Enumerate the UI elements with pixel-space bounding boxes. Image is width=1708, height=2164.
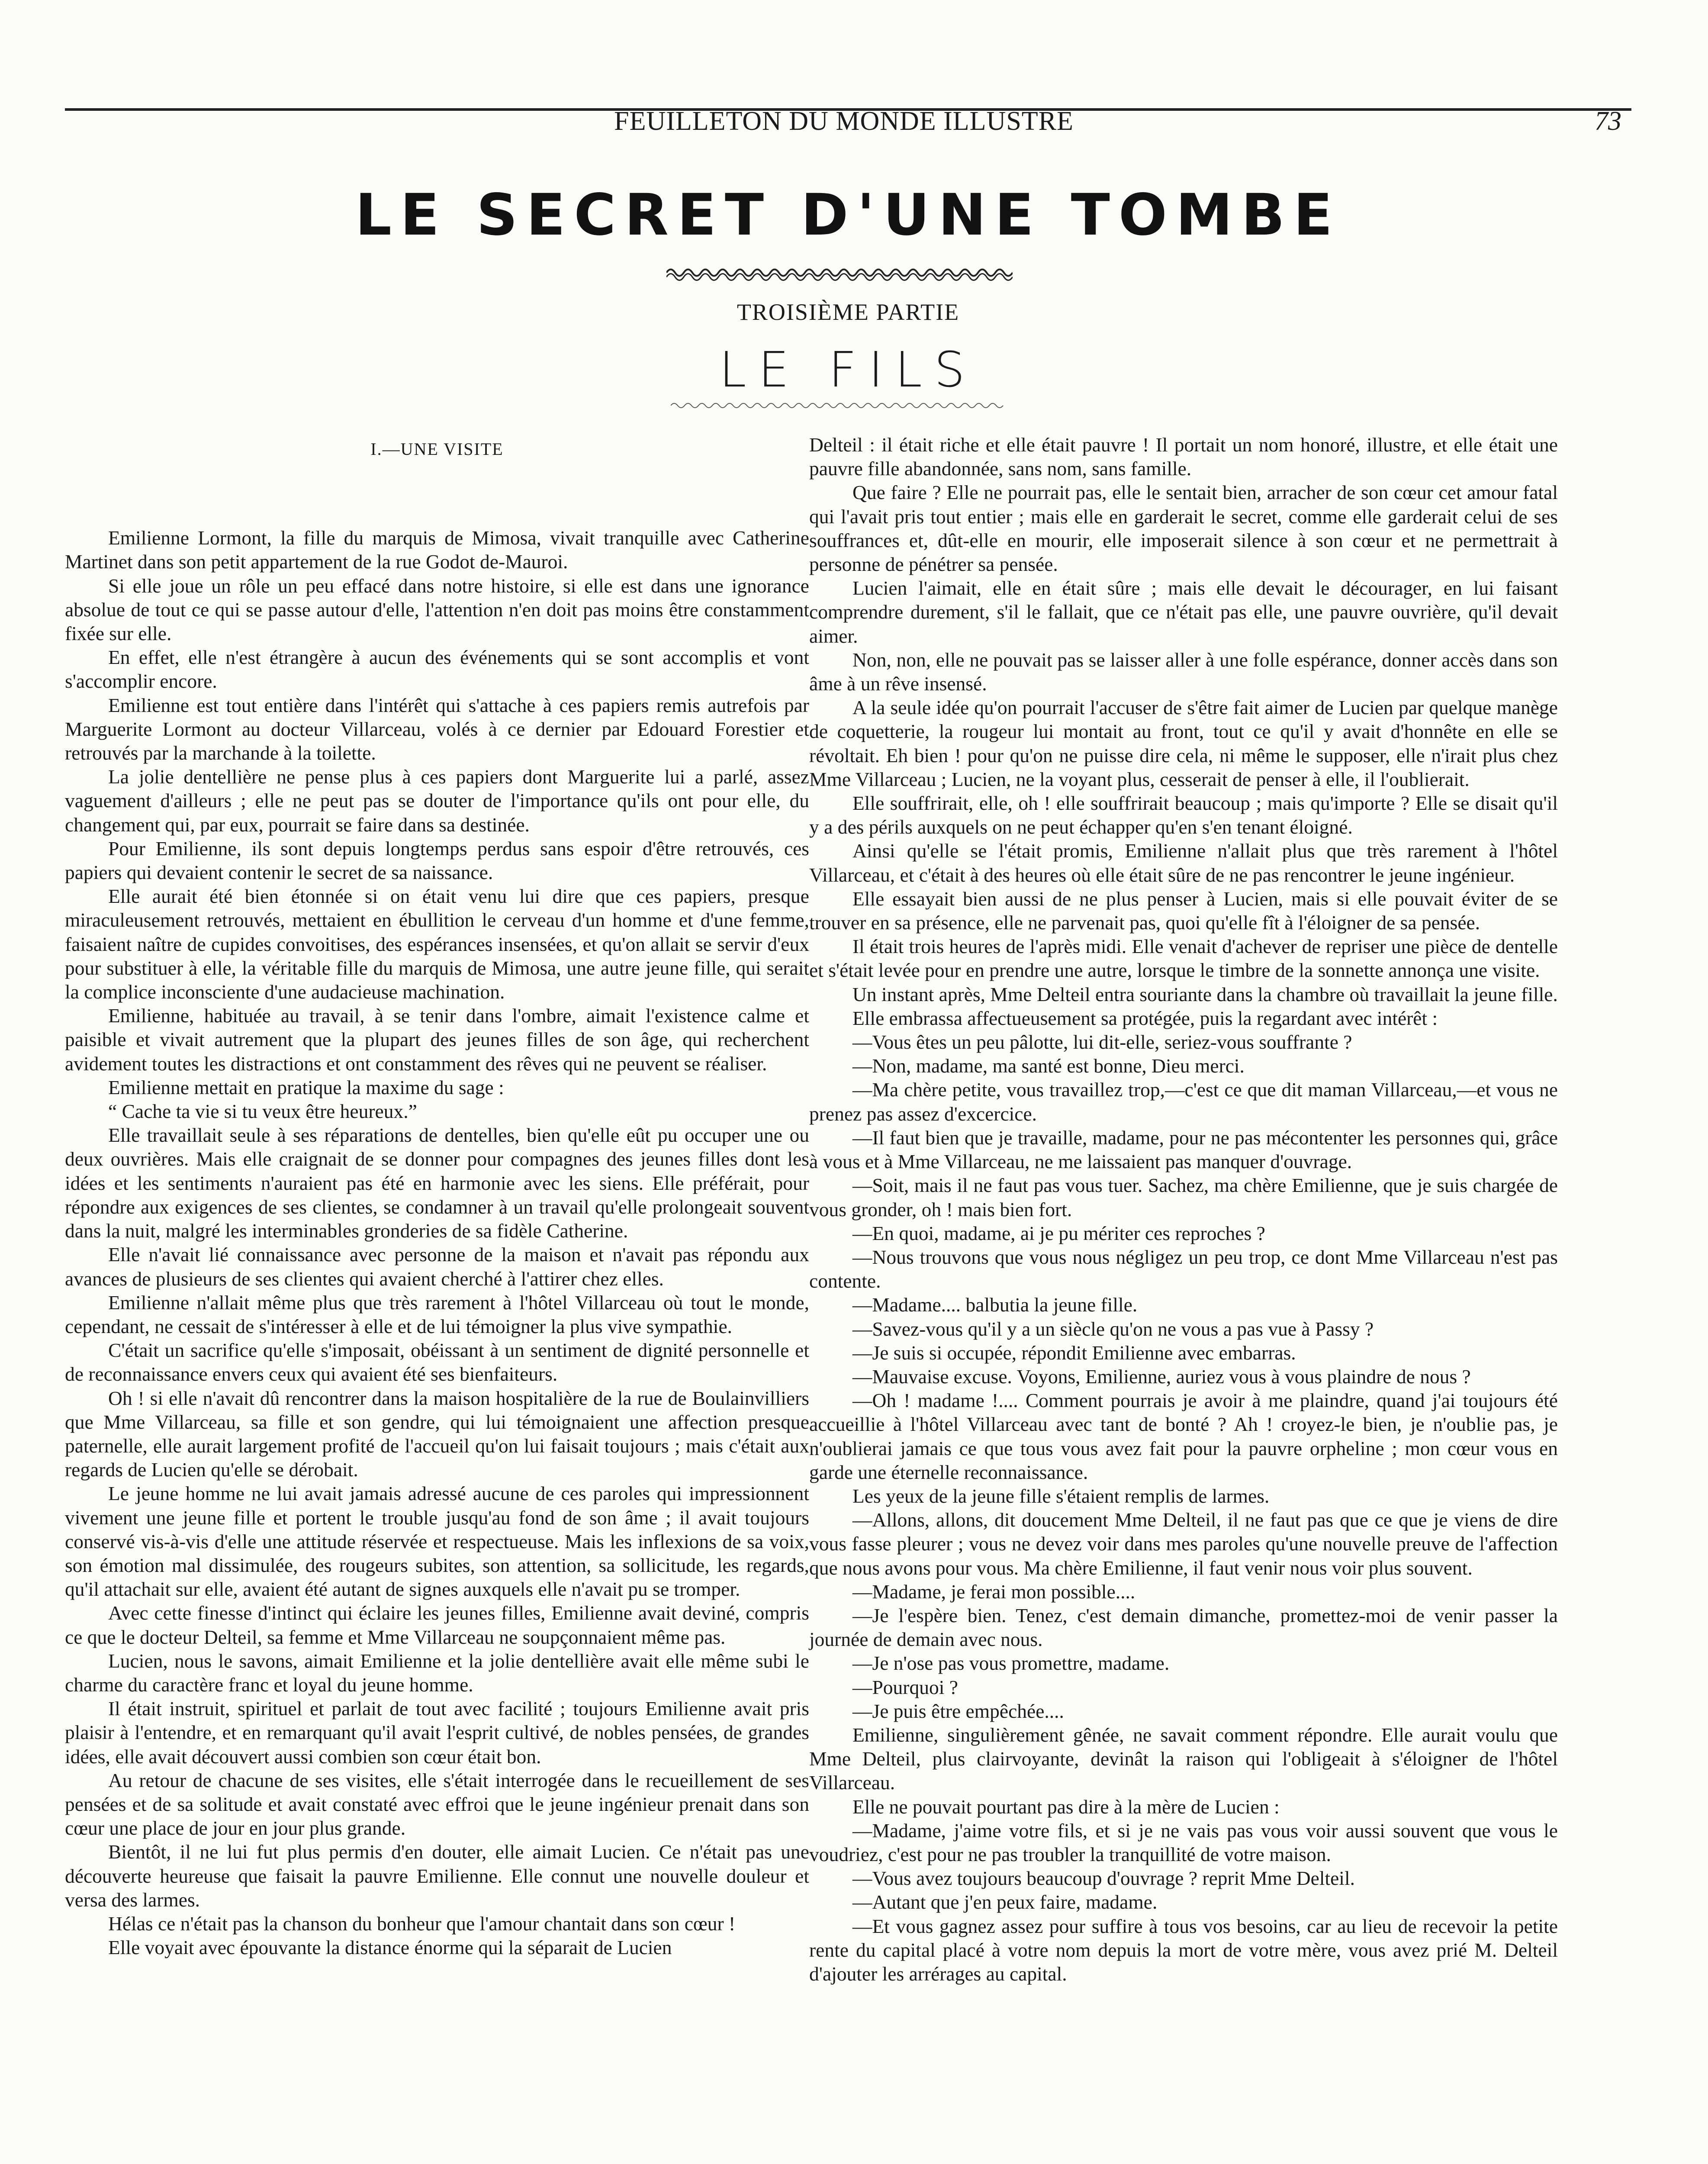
paragraph: Elle n'avait lié connaissance avec personne de la maison et n'avait pas répondu aux avances de plusieurs de ses clientes qui avaient cherché à l'attirer chez elles. (65, 1243, 809, 1290)
chapter-heading: I.—UNE VISITE (370, 439, 504, 459)
paragraph: Bientôt, il ne lui fut plus permis d'en douter, elle aimait Lucien. Ce n'était pas une découverte heureuse que faisait la pauvre Emilienne. Elle connut une nouvelle douleur et versa des larmes. (65, 1841, 809, 1911)
paragraph: Lucien l'aimait, elle en était sûre ; mais elle devait le décourager, en lui faisant comprendre durement, s'il le fallait, que ce n'était pas elle, une pauvre ouvrière, qu'il devait aimer. (809, 577, 1558, 647)
paragraph: —En quoi, madame, ai je pu mériter ces reproches ? (852, 1222, 1265, 1244)
paragraph: Elle embrassa affectueusement sa protégée, puis la regardant avec intérêt : (852, 1007, 1438, 1029)
paragraph: —Savez-vous qu'il y a un siècle qu'on ne vous a pas vue à Passy ? (852, 1317, 1374, 1340)
right-column (809, 433, 1558, 1986)
paragraph: Emilienne mettait en pratique la maxime du sage : (108, 1076, 504, 1098)
paragraph: Ainsi qu'elle se l'était promis, Emilienne n'allait plus que très rarement à l'hôtel Villarceau, et c'était à des heures où elle était sûre de ne pas rencontrer le jeune ingénieur. (809, 840, 1558, 886)
paragraph: C'était un sacrifice qu'elle s'imposait, obéissant à un sentiment de dignité personnelle et de reconnaissance envers ceux qui avaient été ses bienfaiteurs. (65, 1339, 809, 1385)
paragraph: —Je suis si occupée, répondit Emilienne avec embarras. (852, 1341, 1296, 1364)
feuilleton-title: LE SECRET D'UNE TOMBE (355, 182, 1341, 248)
paragraph: Delteil : il était riche et elle était pauvre ! Il portait un nom honoré, illustre, et elle était une pauvre fille abandonnée, sans nom, sans famille. (809, 434, 1558, 480)
paragraph: Oh ! si elle n'avait dû rencontrer dans la maison hospitalière de la rue de Boulainvilliers que Mme Villarceau, sa fille et son gendre, qui lui témoignaient une affection presque paternelle, elle aurait largement profité de l'accueil qu'on lui faisait toujours ; mais c'était aux regards de Lucien qu'elle se dérobait. (65, 1387, 809, 1481)
paragraph: —Je n'ose pas vous promettre, madame. (852, 1652, 1170, 1675)
paragraph: Il était trois heures de l'après midi. Elle venait d'achever de repriser une pièce de dentelle et s'était levée pour en prendre une autre, lorsque le timbre de la sonnette annonça une visite. (809, 935, 1558, 982)
paragraph: —Madame, je ferai mon possible.... (852, 1580, 1135, 1603)
paragraph: Elle voyait avec épouvante la distance énorme qui la séparait de Lucien (108, 1936, 672, 1959)
paragraph: —Vous êtes un peu pâlotte, lui dit-elle, seriez-vous souffrante ? (852, 1031, 1352, 1053)
paragraph: —Mauvaise excuse. Voyons, Emilienne, auriez vous à vous plaindre de nous ? (852, 1365, 1471, 1388)
paragraph: Si elle joue un rôle un peu effacé dans notre histoire, si elle est dans une ignorance absolue de tout ce qui se passe autour d'elle, l'attention n'en doit pas moins être constamment fixée sur elle. (65, 574, 809, 645)
paragraph: —Je puis être empêchée.... (852, 1700, 1064, 1722)
paragraph: —Pourquoi ? (852, 1676, 958, 1698)
paragraph: —Et vous gagnez assez pour suffire à tous vos besoins, car au lieu de recevoir la petite rente du capital placé à votre nom depuis la mort de votre mère, vous avez prié M. Delteil d'ajouter les arrérages au capital. (809, 1915, 1558, 1985)
paragraph: —Madame.... balbutia la jeune fille. (852, 1294, 1138, 1316)
left-column (65, 437, 809, 1959)
wavy-divider (666, 264, 1013, 281)
paragraph: La jolie dentellière ne pense plus à ces papiers dont Marguerite lui a parlé, assez vaguement d'ailleurs ; elle ne peut pas se douter de l'importance qu'ils ont pour elle, du changement qui, par eux, pourrait se faire dans sa destinée. (65, 766, 809, 836)
paragraph: Les yeux de la jeune fille s'étaient remplis de larmes. (852, 1485, 1270, 1507)
paragraph: Hélas ce n'était pas la chanson du bonheur que l'amour chantait dans son cœur ! (108, 1912, 736, 1935)
paragraph: Emilienne, singulièrement gênée, ne savait comment répondre. Elle aurait voulu que Mme Delteil, plus clairvoyante, devinât la raison qui l'obligeait à s'éloigner de l'hôtel Villarceau. (809, 1723, 1558, 1794)
paragraph: Emilienne n'allait même plus que très rarement à l'hôtel Villarceau où tout le monde, cependant, ne cessait de s'intéresser à elle et de lui témoigner la plus vive sympathie. (65, 1291, 809, 1337)
paragraph: Non, non, elle ne pouvait pas se laisser aller à une folle espérance, donner accès dans son âme à un rêve insensé. (809, 648, 1558, 695)
paragraph: Un instant après, Mme Delteil entra souriante dans la chambre où travaillait la jeune fille. (852, 983, 1558, 1005)
page-number: 73 (1595, 106, 1621, 136)
paragraph: —Autant que j'en peux faire, madame. (852, 1891, 1158, 1913)
paragraph: Que faire ? Elle ne pourrait pas, elle le sentait bien, arracher de son cœur cet amour fatal qui l'avait pris tout entier ; mais elle en garderait le secret, comme elle garderait celui de ses souffrances et, dût-elle en mourir, elle imposerait silence à son cœur et ne permettrait à personne de pénétrer sa pensée. (809, 481, 1558, 576)
paragraph: —Je l'espère bien. Tenez, c'est demain dimanche, promettez-moi de venir passer la journée de demain avec nous. (809, 1604, 1558, 1651)
paragraph: —Soit, mais il ne faut pas vous tuer. Sachez, ma chère Emilienne, que je suis chargée de vous gronder, oh ! mais bien fort. (809, 1174, 1558, 1220)
paragraph: Emilienne est tout entière dans l'intérêt qui s'attache à ces papiers remis autrefois par Marguerite Lormont au docteur Villarceau, volés à ce dernier par Edouard Forestier et retrouvés par la marchande à la toilette. (65, 694, 809, 764)
part-title: LE FILS (719, 342, 977, 398)
paragraph: —Il faut bien que je travaille, madame, pour ne pas mécontenter les personnes qui, grâce à vous et à Mme Villarceau, ne me laissaient pas manquer d'ouvrage. (809, 1126, 1558, 1173)
paragraph: Il était instruit, spirituel et parlait de tout avec facilité ; toujours Emilienne avait pris plaisir à l'entendre, et en remarquant qu'il avait l'esprit cultivé, de nobles pensées, de grandes idées, elle avait découvert aussi combien son cœur était bon. (65, 1697, 809, 1768)
paragraph: Au retour de chacune de ses visites, elle s'était interrogée dans le recueillement de ses pensées et de sa solitude et avait constaté avec effroi que le jeune ingénieur prenait dans son cœur une place de jour en jour plus grande. (65, 1769, 809, 1839)
paragraph: Elle ne pouvait pourtant pas dire à la mère de Lucien : (852, 1795, 1280, 1818)
right-paragraphs (809, 433, 1558, 1986)
paragraph: —Vous avez toujours beaucoup d'ouvrage ? reprit Mme Delteil. (852, 1867, 1355, 1890)
running-head: FEUILLETON DU MONDE ILLUSTRE (614, 106, 1074, 136)
paragraph: —Non, madame, ma santé est bonne, Dieu merci. (852, 1055, 1245, 1077)
paragraph: —Allons, allons, dit doucement Mme Delteil, il ne faut pas que ce que je viens de dire vous fasse pleurer ; vous ne devez voir dans mes paroles qu'une nouvelle preuve de l'affection que nous avons pour vous. Ma chère Emilienne, il faut venir nous voir plus souvent. (809, 1509, 1558, 1579)
paragraph: “ Cache ta vie si tu veux être heureux.” (108, 1100, 417, 1123)
paragraph: Elle aurait été bien étonnée si on était venu lui dire que ces papiers, presque miraculeusement retrouvés, mettaient en ébullition le cerveau d'un homme et d'une femme, faisaient naître de cupides convoitises, des espérances insensées, et qu'on allait se servir d'eux pour substituer à elle, la véritable fille du marquis de Mimosa, une autre jeune fille, qui serait la complice inconsciente d'une audacieuse machination. (65, 885, 809, 1003)
paragraph: —Madame, j'aime votre fils, et si je ne vais pas vous voir aussi souvent que vous le voudriez, c'est pour ne pas troubler la tranquillité de votre maison. (809, 1819, 1558, 1865)
paragraph: Lucien, nous le savons, aimait Emilienne et la jolie dentellière avait elle même subi le charme du caractère franc et loyal du jeune homme. (65, 1649, 809, 1696)
paragraph: Pour Emilienne, ils sont depuis longtemps perdus sans espoir d'être retrouvés, ces papiers qui devaient contenir le secret de sa naissance. (65, 837, 809, 884)
paragraph: Avec cette finesse d'intinct qui éclaire les jeunes filles, Emilienne avait deviné, compris ce que le docteur Delteil, sa femme et Mme Villarceau ne soupçonnaient même pas. (65, 1602, 809, 1648)
paragraph: A la seule idée qu'on pourrait l'accuser de s'être fait aimer de Lucien par quelque manège de coquetterie, la rougeur lui montait au front, tout ce qu'il y avait d'honnête en elle se révoltait. Eh bien ! pour qu'on ne puisse dire cela, ni même le supposer, elle n'irait plus chez Mme Villarceau ; Lucien, ne la voyant plus, cesserait de penser à elle, il l'oublierait. (809, 696, 1558, 790)
paragraph: —Oh ! madame !.... Comment pourrais je avoir à me plaindre, quand j'ai toujours été accueillie à l'hôtel Villarceau avec tant de bonté ? Ah ! croyez-le bien, je n'oublie pas, je n'oublierai jamais ce que tous vous avez fait pour la pauvre orpheline ; mon cœur vous en garde une éternelle reconnaissance. (809, 1389, 1558, 1483)
paragraph: —Ma chère petite, vous travaillez trop,—c'est ce que dit maman Villarceau,—et vous ne prenez pas assez d'excercice. (809, 1079, 1558, 1125)
part-heading: TROISIÈME PARTIE (737, 299, 960, 325)
paragraph: Emilienne, habituée au travail, à se tenir dans l'ombre, aimait l'existence calme et paisible et vivait autrement que la plupart des jeunes filles de son âge, qui recherchent avidement toutes les distractions et ont constamment des rêves qui ne peuvent se réaliser. (65, 1005, 809, 1075)
paragraph: Elle essayait bien aussi de ne plus penser à Lucien, mais si elle pouvait éviter de se trouver en sa présence, elle ne parvenait pas, quoi qu'elle fît à l'éloigner de sa pensée. (809, 887, 1558, 934)
left-paragraphs (65, 526, 809, 1959)
paragraph: Elle souffrirait, elle, oh ! elle souffrirait beaucoup ; mais qu'importe ? Elle se disait qu'il y a des périls auxquels on ne peut échapper qu'en s'en tenant éloigné. (809, 792, 1558, 838)
paragraph: Elle travaillait seule à ses réparations de dentelles, bien qu'elle eût pu occuper une ou deux ouvrières. Mais elle craignait de se donner pour compagnes des jeunes filles dont les idées et les sentiments n'auraient pas été en harmonie avec les siens. Elle préférait, pour répondre aux exigences de ses clientes, se condamner à un travail qu'elle prolongeait souvent dans la nuit, malgré les interminables gronderies de sa fidèle Catherine. (65, 1124, 809, 1242)
wavy-divider-small (671, 400, 1008, 411)
paragraph: En effet, elle n'est étrangère à aucun des événements qui se sont accomplis et vont s'accomplir encore. (65, 646, 809, 692)
paragraph: Le jeune homme ne lui avait jamais adressé aucune de ces paroles qui impressionnent vivement une jeune fille et portent le trouble jusqu'au fond de son âme ; il avait toujours conservé vis-à-vis d'elle une attitude réservée et respectueuse. Mais les inflexions de sa voix, son émotion mal dissimulée, des rougeurs subites, son attention, sa sollicitude, les regards, qu'il attachait sur elle, avaient été autant de signes auxquels elle n'avait pu se tromper. (65, 1482, 809, 1600)
paragraph: Emilienne Lormont, la fille du marquis de Mimosa, vivait tranquille avec Catherine Martinet dans son petit appartement de la rue Godot de-Mauroi. (65, 527, 809, 573)
paragraph: —Nous trouvons que vous nous négligez un peu trop, ce dont Mme Villarceau n'est pas contente. (809, 1246, 1558, 1292)
